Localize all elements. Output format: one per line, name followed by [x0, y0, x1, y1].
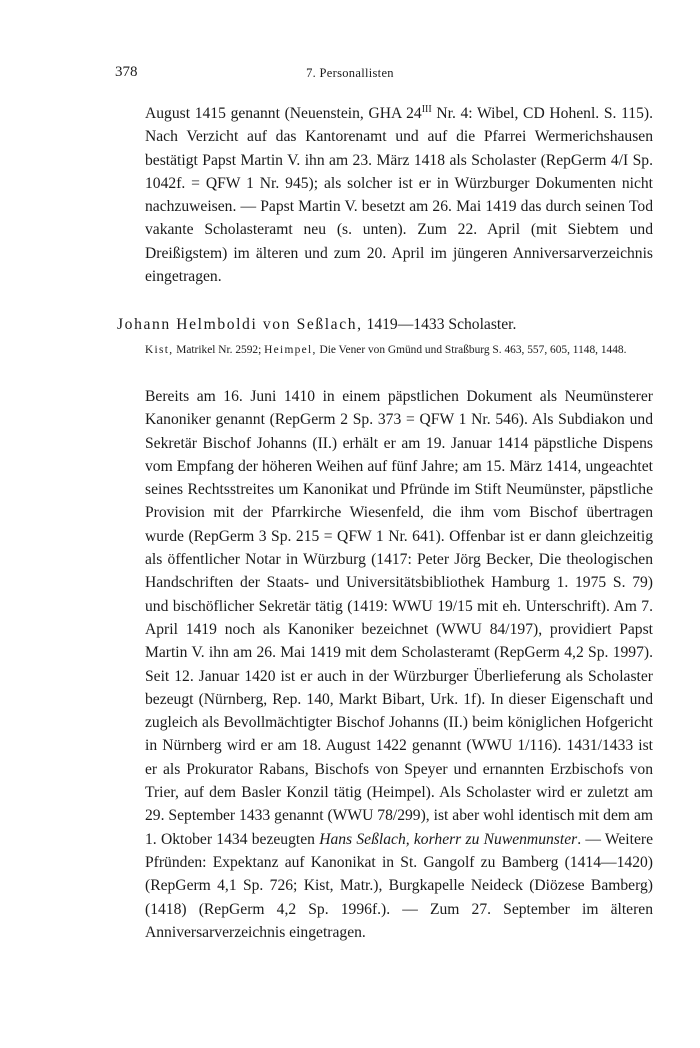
source-author-heimpel: Heimpel, — [264, 344, 317, 356]
entry-body-text-a: Bereits am 16. Juni 1410 in einem päpstlichen Dokument als Neumünsterer Kanoniker genannt (RepGerm 2 Sp. 373 = QFW 1 Nr. 546). Als Subdiakon und Sekretär Bischof Johanns (II.) erhält er am 19. Januar 1414 päpstliche Dispens vom Empfang der höheren Weihen auf fünf Jahre; am 15. März 1414, ungeachtet seines Rechtsstreites um Kanonikat und Pfründe im Stift Neumünster, päpstliche Provision mit der Pfarrkirche Wiesenfeld, die ihm vom Bischof übertragen wurde (RepGerm 3 Sp. 215 = QFW 1 Nr. 641). Offenbar ist er dann gleichzeitig als öffentlicher Notar in Würzburg (1417: Peter Jörg Becker, Die theologischen Handschriften der Staats- und Universitätsbibliothek Hamburg 1. 1975 S. 79) und bischöflicher Sekretär tätig (1419: WWU 19/15 mit eh. Unterschrift). Am 7. April 1419 noch als Kanoniker bezeichnet (WWU 84/197), providiert Papst Martin V. ihn am 26. Mai 1419 mit dem Scholasteramt (RepGerm 4,2 Sp. 1997). Seit 12. Januar 1420 ist er auch in der Würzburger Überlieferung als Scholaster bezeugt (Nürnberg, Rep. 140, Markt Bibart, Urk. 1f). In dieser Eigenschaft und zugleich als Bevollmächtigter Bischof Johanns (II.) beim königlichen Hofgericht in Nürnberg wird er am 18. August 1422 genannt (WWU 1/116). 1431/1433 ist er als Prokurator Rabans, Bischofs von Speyer und ernannten Erzbischofs von Trier, auf dem Basler Konzil tätig (Heimpel). Als Scholaster wird er zuletzt am 29. September 1433 genannt (WWU 78/299), ist aber wohl identisch mit dem am 1. Oktober 1434 bezeugten — [145, 388, 653, 848]
running-head: 7. Personallisten — [306, 66, 394, 80]
source-text-2: Die Vener von Gmünd und Straßburg S. 463, 557, 605, 1148, 1448. — [316, 344, 627, 356]
page-number: 378 — [115, 64, 138, 80]
entry-name: Johann Helmboldi von Seßlach, — [117, 316, 363, 333]
continuation-text-a: August 1415 genannt (Neuenstein, GHA 24 — [145, 105, 422, 122]
source-text-1: Matrikel Nr. 2592; — [173, 344, 265, 356]
entry-body-text-b: . — Weitere Pfründen: Expektanz auf Kanonikat in St. Gangolf zu Bamberg (1414—1420) (RepGerm 4,1 Sp. 726; Kist, Matr.), Burgkapelle Neideck (Diözese Bamberg) (1418) (RepGerm 4,2 Sp. 1996f.). — Zum 27. September im älteren Anniversarverzeichnis eingetragen. — [145, 830, 653, 941]
continuation-paragraph — [145, 102, 653, 288]
continuation-text-b: Nr. 4: Wibel, CD Hohenl. S. 115). Nach Verzicht auf das Kantorenamt und auf die Pfarrei Wermerichshausen bestätigt Papst Martin V. ihn am 23. März 1418 als Scholaster (RepGerm 4/I Sp. 1042f. = QFW 1 Nr. 945); als solcher ist er in Würzburger Dokumenten nicht nachzuweisen. — Papst Martin V. besetzt am 26. Mai 1419 das durch seinen Tod vakante Scholasteramt neu (s. unten). Zum 22. April (mit Siebtem und Dreißigstem) im älteren und zum 20. April im jüngeren Anniversarverzeichnis eingetragen. — [145, 105, 653, 286]
entry-body-paragraph — [145, 385, 653, 944]
entry-body-quote: Hans Seßlach, korherr zu Nuwenmunster — [319, 830, 578, 848]
source-author-kist: Kist, — [145, 344, 174, 356]
continuation-superscript: III — [421, 103, 432, 115]
entry-title: 1419—1433 Scholaster. — [362, 316, 517, 333]
entry-sources — [145, 342, 653, 358]
entry-heading — [117, 314, 516, 336]
